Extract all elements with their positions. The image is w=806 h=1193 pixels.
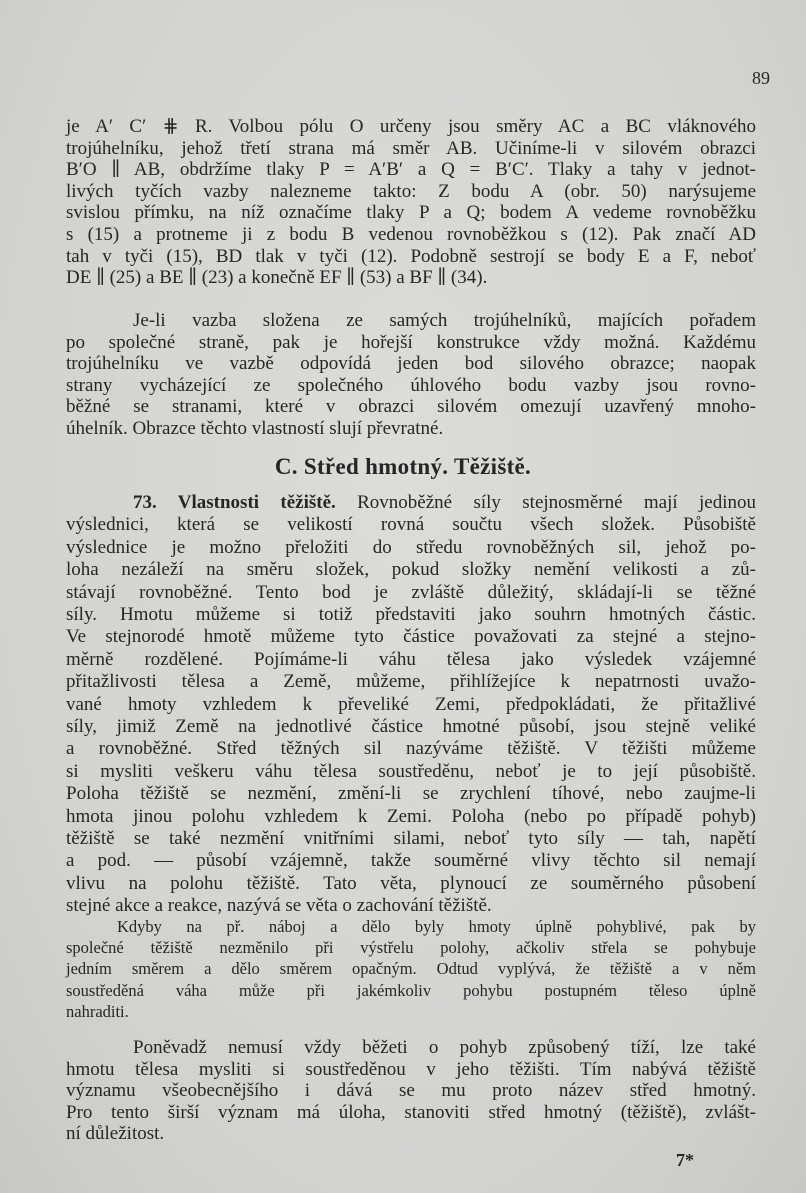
text-line	[66, 716, 756, 738]
line-text: stejné akce a reakce, nazývá se věta o zachování těžiště.	[66, 895, 492, 917]
text-line	[66, 649, 756, 671]
line-text: výslednici, která se velikostí rovná součtu všech složek. Působiště	[66, 514, 756, 536]
text-line	[117, 916, 756, 938]
text-line	[66, 159, 756, 181]
line-text: přitažlivosti tělesa a Země, můžeme, přihlížejíce k nepatrnosti uvažo-	[66, 671, 756, 693]
text-line	[66, 1080, 756, 1102]
line-text: běžné se stranami, které v obrazci silovém omezují uzavřený mnoho-	[66, 396, 756, 418]
text-line	[66, 514, 756, 536]
line-text: svislou přímku, na níž označíme tlaky P a Q; bodem A vedeme rovnoběžku	[66, 202, 756, 224]
line-text: livých tyčích vazby nalezneme takto: Z bodu A (obr. 50) narýsujeme	[66, 180, 756, 202]
line-text: je A′ C′ ⋕ R. Volbou pólu O určeny jsou směry AC a BC vláknového	[66, 116, 756, 137]
section-lead: 73. Vlastnosti těžiště.	[133, 492, 336, 513]
line-text: síly. Hmotu můžeme si totiž představiti jako souhrn hmotných částic.	[66, 604, 756, 625]
line-text: trojúhelníku ve vazbě odpovídá jeden bod silového obrazce; naopak	[66, 353, 756, 375]
text-line	[66, 783, 756, 805]
text-line	[66, 895, 756, 917]
line-text: tah v tyči (15), BD tlak v tyči (12). Podobně sestrojí se body E a F, neboť	[66, 245, 756, 267]
line-text: ní důležitost.	[66, 1123, 165, 1145]
line-text: vlivu na polohu těžiště. Tato věta, plynoucí ze souměrného působení	[66, 872, 756, 894]
line-text: a pod. — působí vzájemně, takže souměrné vlivy těchto sil nemají	[66, 850, 756, 872]
line-text: výslednice je možno přeložiti do středu rovnoběžných sil, jehož po-	[66, 536, 756, 558]
text-line	[133, 310, 756, 332]
text-line	[66, 332, 756, 354]
line-text: úhelník. Obrazce těchto vlastností slují převratné.	[66, 418, 444, 439]
text-line	[66, 1059, 756, 1081]
line-text: loha nezáleží na směru složek, pokud složky nemění velikosti a zů-	[66, 559, 756, 581]
text-line	[66, 850, 756, 872]
text-line	[66, 246, 756, 268]
text-line	[66, 353, 756, 375]
text-line	[66, 537, 756, 559]
text-line	[66, 671, 756, 693]
text-line	[66, 138, 756, 160]
line-text: soustředěná váha může při jakémkoliv pohybu postupném těleso úplně	[66, 980, 756, 1000]
line-text: Je-li vazba složena ze samých trojúhelníků, majících pořadem	[133, 310, 756, 331]
line-text: s (15) a protneme ji z bodu B vedenou rovnoběžkou s (12). Pak značí AD	[66, 224, 756, 245]
page-number: 89	[752, 68, 770, 88]
line-text: DE ∥ (25) a BE ∥ (23) a konečně EF ∥ (53) a BF ∥ (34).	[66, 267, 488, 289]
line-text: vané hmoty vzhledem k převeliké Zemi, předpokládati, že přitažlivé	[66, 693, 756, 715]
line-text: Poněvadž nemusí vždy běžeti o pohyb způsobený tíží, lze také	[133, 1037, 756, 1058]
line-text: stávají rovnoběžné. Tento bod je zvláště důležitý, skládají-li se těžné	[66, 581, 756, 603]
line-text: hmotu tělesa mysliti si soustředěnou v jeho těžišti. Tím nabývá těžiště	[66, 1058, 756, 1080]
text-line	[66, 604, 756, 626]
line-text: hmota jinou polohu vzhledem k Zemi. Poloha (nebo po případě pohyb)	[66, 805, 756, 827]
text-line	[66, 738, 756, 760]
line-text: měrně rozdělené. Pojímáme-li váhu tělesa jako výsledek vzájemné	[66, 648, 756, 670]
text-line	[133, 1037, 756, 1059]
text-line	[66, 202, 756, 224]
text-line	[66, 980, 756, 1002]
line-text: po společné straně, pak je hořejší konstrukce vždy možná. Každému	[66, 331, 756, 353]
text-line	[66, 224, 756, 246]
line-text: Pro tento širší význam má úloha, stanoviti střed hmotný (těžiště), zvlášt-	[66, 1101, 756, 1123]
text-line	[66, 181, 756, 203]
line-text: Poloha těžiště se nezmění, změní-li se zrychlení tíhové, nebo zaujme-li	[66, 783, 756, 805]
line-text: Rovnoběžné síly stejnosměrné mají jedinou	[335, 492, 756, 513]
text-line	[66, 828, 756, 850]
text-line	[66, 1102, 756, 1124]
text-line	[66, 806, 756, 828]
line-text: jedním směrem a dělo směrem opačným. Odtud vyplývá, že těžiště a v něm	[66, 959, 756, 979]
text-line	[66, 761, 756, 783]
text-line	[66, 873, 756, 895]
text-line	[133, 492, 756, 514]
text-line	[66, 375, 756, 397]
text-line	[66, 958, 756, 980]
text-line	[66, 418, 756, 440]
line-text: těžiště se také nezmění vnitřními silami, neboť tyto síly — tah, napětí	[66, 828, 756, 849]
text-line	[66, 937, 756, 959]
line-text: a rovnoběžné. Střed těžných sil nazýváme těžiště. V těžišti můžeme	[66, 738, 756, 760]
line-text: si mysliti veškeru váhu tělesa soustředěnu, neboť je to její působiště.	[66, 760, 756, 782]
section-heading: C. Střed hmotný. Těžiště.	[274, 454, 532, 479]
signature-mark: 7*	[676, 1150, 694, 1170]
text-line	[66, 694, 756, 716]
text-line	[66, 267, 756, 289]
line-text: nahraditi.	[66, 1001, 129, 1021]
text-line	[66, 559, 756, 581]
text-line	[66, 396, 756, 418]
line-text: Kdyby na př. náboj a dělo byly hmoty úplně pohyblivé, pak by	[117, 917, 756, 936]
line-text: Ve stejnorodé hmotě můžeme tyto částice považovati za stejné a stejno-	[66, 626, 756, 648]
text-line	[66, 1001, 756, 1023]
text-line	[66, 1123, 756, 1145]
line-text: významu všeobecnějšího i dává se mu proto název střed hmotný.	[66, 1080, 756, 1102]
text-line	[66, 116, 756, 138]
line-text: B′O ∥ AB, obdržíme tlaky P = A′B′ a Q = B′C′. Tlaky a tahy v jednot-	[66, 159, 756, 181]
line-text: síly, jimiž Země na jednotlivé částice hmotné působí, jsou stejně veliké	[66, 716, 756, 737]
line-text: společné těžiště nezměnilo při výstřelu polohy, ačkoliv střela se pohybuje	[66, 938, 756, 958]
text-line	[66, 582, 756, 604]
line-text: strany vycházející ze společného úhlového bodu vazby jsou rovno-	[66, 374, 756, 396]
line-text: trojúhelníku, jehož třetí strana má směr AB. Učiníme-li v silovém obrazci	[66, 137, 756, 159]
text-line	[66, 626, 756, 648]
